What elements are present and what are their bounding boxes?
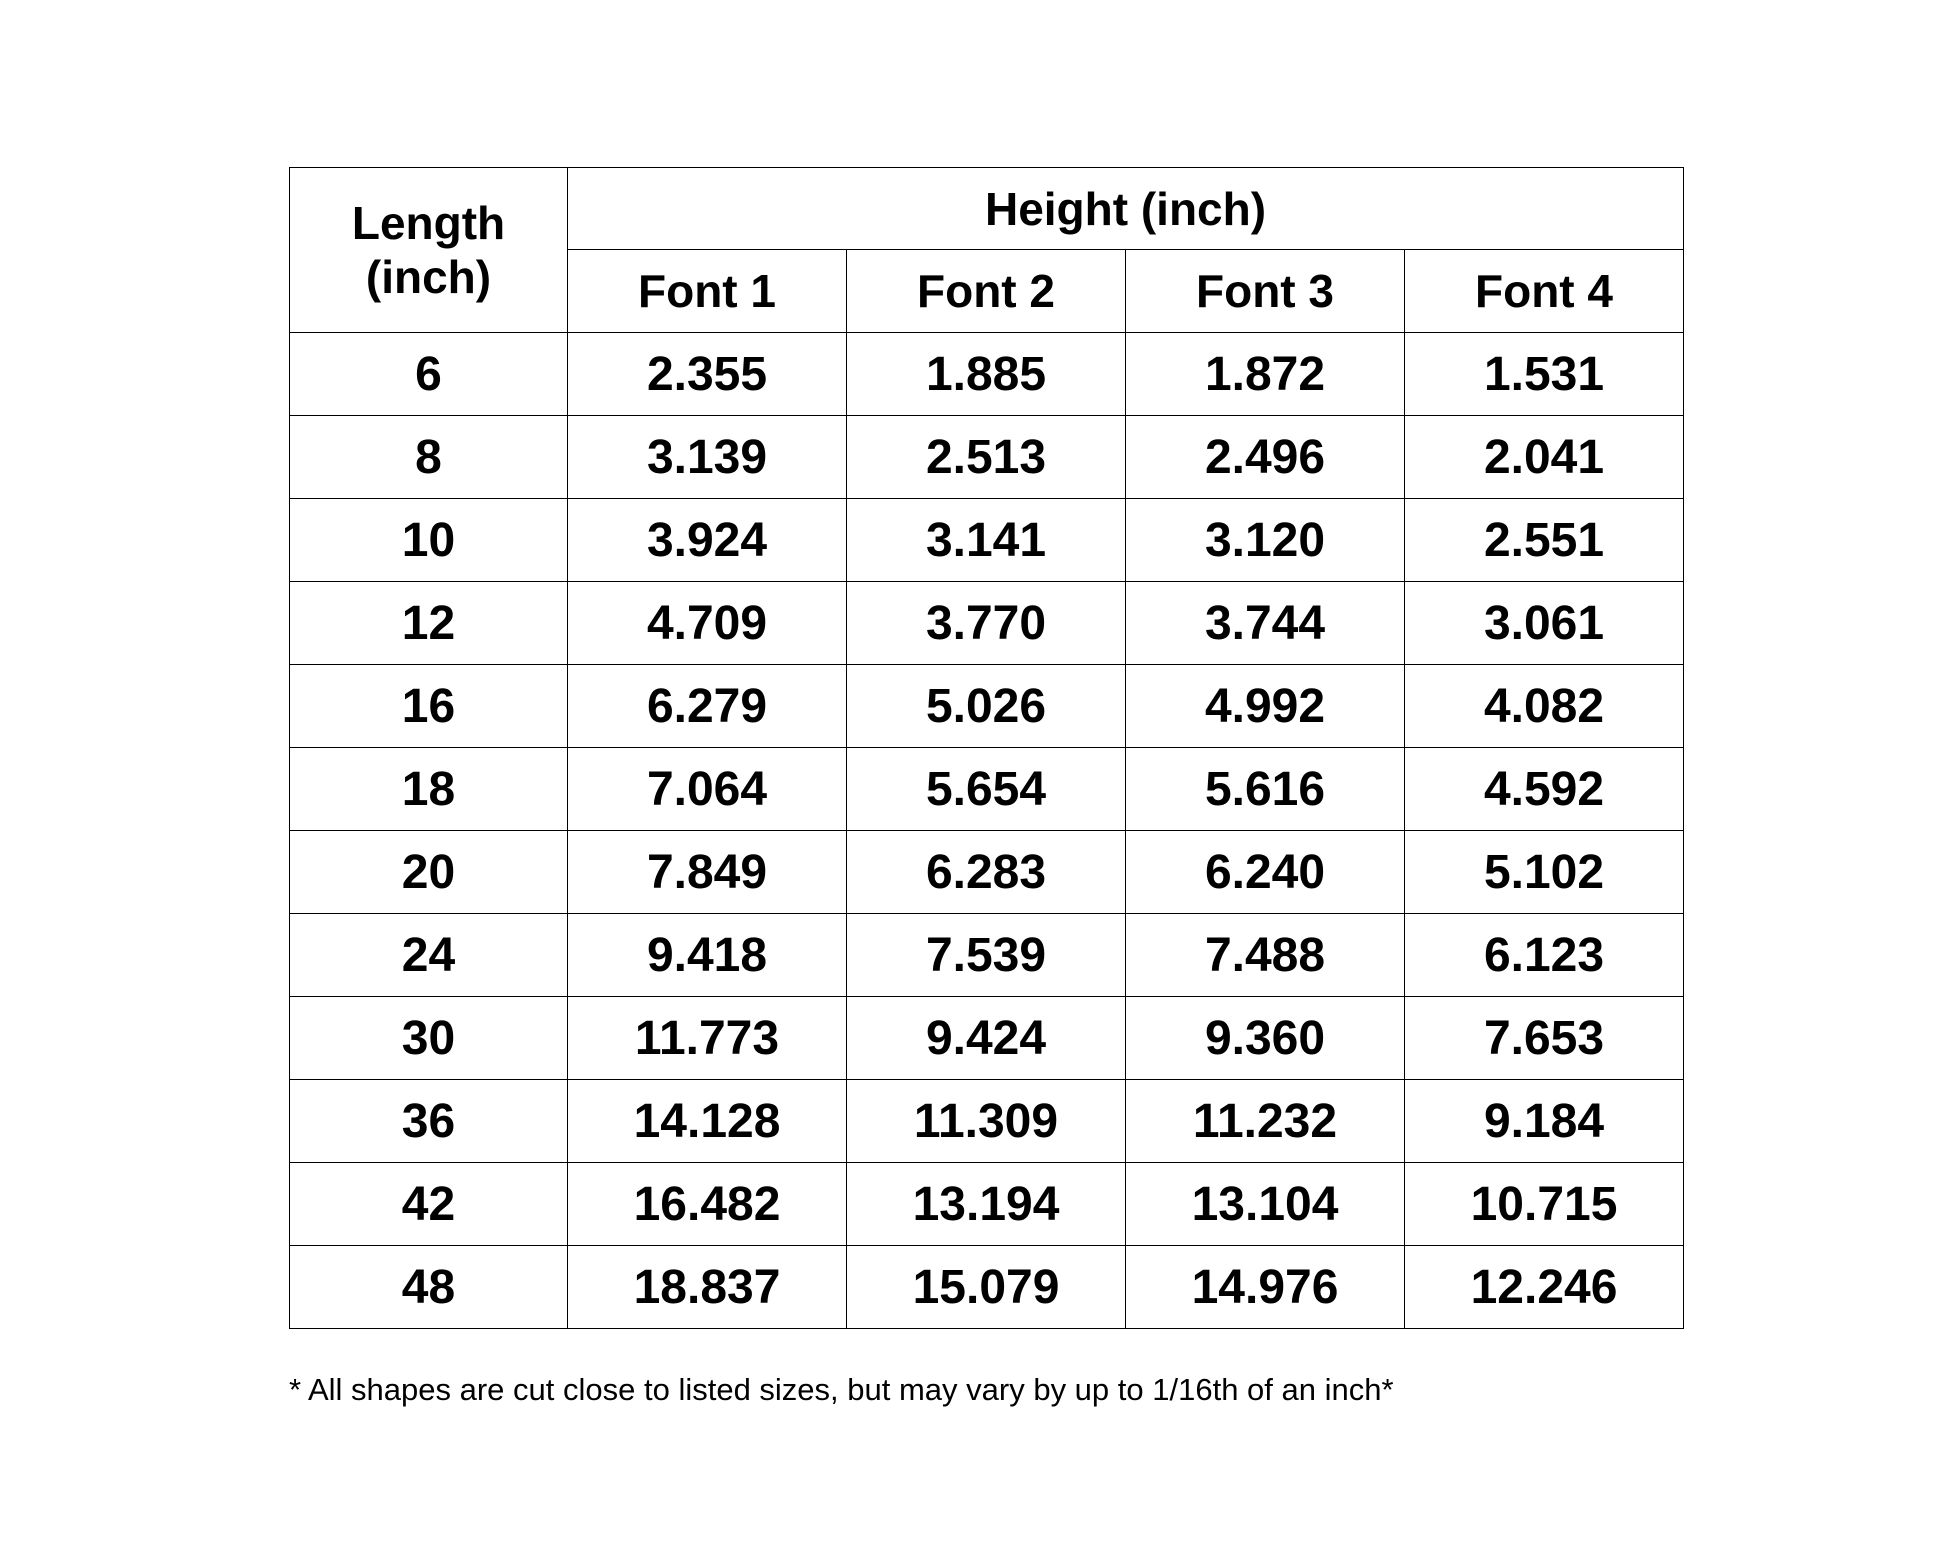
height-group-header: Height (inch) [568,168,1684,250]
font-1-height-cell: 11.773 [568,997,847,1080]
font-4-height-cell: 4.592 [1405,748,1684,831]
font-3-height-cell: 9.360 [1126,997,1405,1080]
length-cell: 10 [290,499,568,582]
font-3-height-cell: 3.744 [1126,582,1405,665]
length-cell: 36 [290,1080,568,1163]
font-4-height-cell: 3.061 [1405,582,1684,665]
length-cell: 6 [290,333,568,416]
font-3-header: Font 3 [1126,250,1405,333]
font-2-height-cell: 5.026 [847,665,1126,748]
font-1-height-cell: 14.128 [568,1080,847,1163]
table-row [290,997,1684,1080]
font-3-height-cell: 2.496 [1126,416,1405,499]
length-column-header [290,168,568,333]
table-row [290,416,1684,499]
font-2-height-cell: 6.283 [847,831,1126,914]
font-1-height-cell: 9.418 [568,914,847,997]
table-row [290,1080,1684,1163]
font-3-height-cell: 11.232 [1126,1080,1405,1163]
font-3-height-cell: 6.240 [1126,831,1405,914]
font-4-height-cell: 6.123 [1405,914,1684,997]
font-2-height-cell: 2.513 [847,416,1126,499]
header-row-top [290,168,1684,250]
font-1-height-cell: 7.849 [568,831,847,914]
font-4-height-cell: 4.082 [1405,665,1684,748]
font-1-header: Font 1 [568,250,847,333]
font-3-height-cell: 5.616 [1126,748,1405,831]
length-cell: 20 [290,831,568,914]
font-1-height-cell: 6.279 [568,665,847,748]
font-3-height-cell: 13.104 [1126,1163,1405,1246]
size-chart-table [289,167,1684,1329]
length-cell: 48 [290,1246,568,1329]
font-1-height-cell: 3.924 [568,499,847,582]
font-4-height-cell: 10.715 [1405,1163,1684,1246]
font-4-header: Font 4 [1405,250,1684,333]
length-cell: 18 [290,748,568,831]
font-2-height-cell: 3.770 [847,582,1126,665]
font-1-height-cell: 4.709 [568,582,847,665]
font-1-height-cell: 16.482 [568,1163,847,1246]
font-4-height-cell: 9.184 [1405,1080,1684,1163]
length-cell: 12 [290,582,568,665]
font-3-height-cell: 4.992 [1126,665,1405,748]
font-1-height-cell: 18.837 [568,1246,847,1329]
length-cell: 24 [290,914,568,997]
font-2-height-cell: 15.079 [847,1246,1126,1329]
table-row [290,499,1684,582]
length-cell: 16 [290,665,568,748]
table-row [290,665,1684,748]
font-2-header: Font 2 [847,250,1126,333]
font-3-height-cell: 3.120 [1126,499,1405,582]
font-1-height-cell: 2.355 [568,333,847,416]
length-header-line-2: (inch) [365,251,492,303]
table-row [290,748,1684,831]
table-row [290,333,1684,416]
table-row [290,1246,1684,1329]
length-header-line-1: Length [351,197,506,249]
font-2-height-cell: 7.539 [847,914,1126,997]
length-cell: 8 [290,416,568,499]
font-2-height-cell: 5.654 [847,748,1126,831]
font-3-height-cell: 14.976 [1126,1246,1405,1329]
font-2-height-cell: 11.309 [847,1080,1126,1163]
font-4-height-cell: 7.653 [1405,997,1684,1080]
font-1-height-cell: 3.139 [568,416,847,499]
table-body [290,333,1684,1329]
table-row [290,1163,1684,1246]
font-4-height-cell: 12.246 [1405,1246,1684,1329]
font-4-height-cell: 2.041 [1405,416,1684,499]
font-2-height-cell: 9.424 [847,997,1126,1080]
font-2-height-cell: 1.885 [847,333,1126,416]
font-1-height-cell: 7.064 [568,748,847,831]
font-4-height-cell: 2.551 [1405,499,1684,582]
font-3-height-cell: 1.872 [1126,333,1405,416]
table-row [290,914,1684,997]
font-2-height-cell: 13.194 [847,1163,1126,1246]
length-cell: 42 [290,1163,568,1246]
font-4-height-cell: 5.102 [1405,831,1684,914]
font-3-height-cell: 7.488 [1126,914,1405,997]
font-4-height-cell: 1.531 [1405,333,1684,416]
font-2-height-cell: 3.141 [847,499,1126,582]
footnote: * All shapes are cut close to listed sizes, but may vary by up to 1/16th of an inch* [289,1372,1394,1407]
table-row [290,582,1684,665]
length-cell: 30 [290,997,568,1080]
table-row [290,831,1684,914]
